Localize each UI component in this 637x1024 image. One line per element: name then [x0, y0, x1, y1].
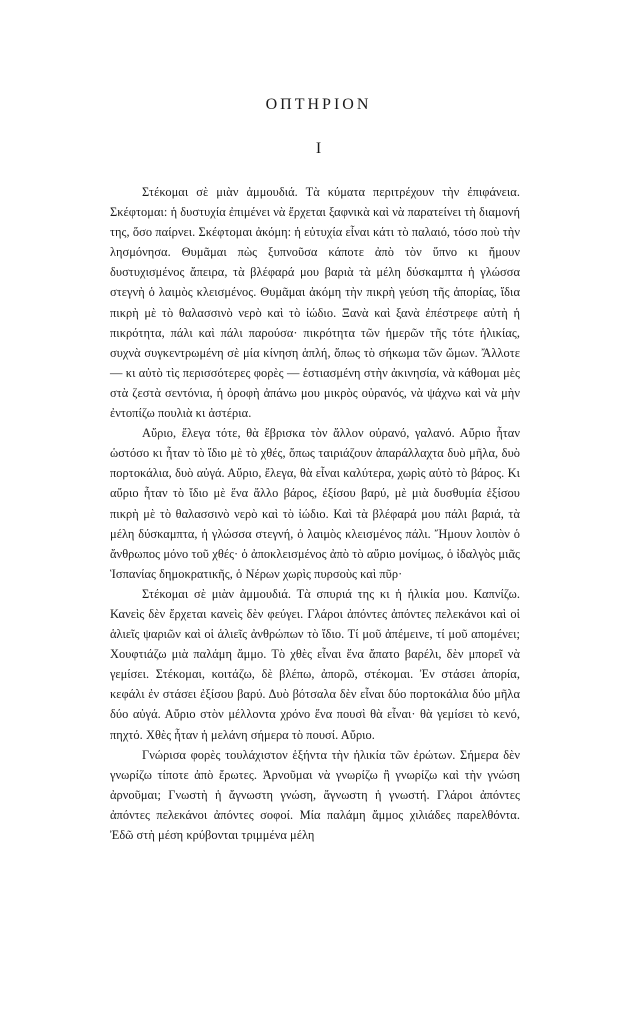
paragraph-3: Στέκομαι σὲ μιὰν ἀμμουδιά. Τὰ σπυριά της κι ἡ ἡλικία μου. Καπνίζω. Κανεὶς δὲν ἔρχεται κανεὶς δὲν φεύγει. Γλάροι ἀπόντες ἀπόντες πελεκάνοι καὶ οἱ ἁλιεῖς ψαριῶν καὶ οἱ ἁλιεῖς ἀνθρώπων τὸ ἴδιο. Τί μοῦ ἀπέμεινε, τί μοῦ απομένει; Χουφτιάζω μιὰ παλάμη ἄμμο. Τὸ χθὲς εἶναι ἕνα ἄπατο βαρέλι, δὲν μπορεῖ νὰ γεμίσει. Στέκομαι, κοιτάζω, δὲ βλέπω, ἀπορῶ, στέκομαι. Ἐν στάσει ἀπορία, κεφάλι ἐν στάσει ἐξίσου βαρύ. Δυὸ βότσαλα δὲν εἶναι δύο πορτοκάλια δύο μῆλα δύο αὐγά. Αὔριο στὸν μέλλοντα χρόνο ἕνα πουσὶ θὰ εἶναι· θὰ γεμίσει τὸ κενό, πηχτό. Χθὲς ἦταν ἡ μελάνη σήμερα τὸ πουσί. Αὔριο. [110, 586, 520, 742]
paragraph-4: Γνώρισα φορὲς τουλάχιστον ἑξήντα τὴν ἡλικία τῶν ἐρώτων. Σήμερα δὲν γνωρίζω τίποτε ἀπὸ ἔρωτες. Ἀρνοῦμαι νὰ γνωρίζω ἢ γνωρίζω καὶ τὴν γνώση ἀρνοῦμαι; Γνωστὴ ἡ ἄγνωστη γνώση, ἄγνωστη ἡ γνωστή. Γλάροι ἀπόντες ἀπόντες πελεκάνοι ἀπόντες σοφοί. Μία παλάμη ἄμμος χιλιάδες παρελθόντα. Ἐδῶ στὴ μέση κρύβονται τριμμένα μέλη [110, 747, 520, 842]
paragraph-1: Στέκομαι σὲ μιὰν ἀμμουδιά. Τὰ κύματα περιτρέχουν τὴν ἐπιφάνεια. Σκέφτομαι: ἡ δυστυχία ἐπιμένει νὰ ἔρχεται ξαφνικὰ καὶ νὰ παρατείνει τὴ διαμονή της, ὅσο παίρνει. Σκέφτομαι ἀκόμη: ἡ εὐτυχία εἶναι κάτι τὸ παλαιό, τόσο ποὺ τὴν λησμόνησα. Θυμᾶμαι πὼς ξυπνοῦσα κάποτε ἀπὸ τὸν ὕπνο κι ἤμουν δυστυχισμένος ἄπειρα, τὰ βλέφαρά μου βαριὰ τὰ μέλη δύσκαμπτα ἡ γλώσσα στεγνὴ ὁ λαιμὸς κλεισμένος. Θυμᾶμαι ἀκόμη τὴν πικρὴ γεύση τῆς ἀπορίας, ἴδια πικρὴ μὲ τὸ θαλασσινὸ νερὸ καὶ τὸ ἰώδιο. Ξανὰ καὶ ξανὰ ἐπέστρεφε αὐτὴ ἡ πικρότητα, πάλι καὶ πάλι παρούσα· πικρότητα τῶν ἡμερῶν τῆς τότε ἡλικίας, συχνὰ συγκεντρωμένη σὲ μία κίνηση ἁπλή, ὅπως τὸ σήκωμα τῶν ὤμων. Ἄλλοτε — κι αὐτὸ τὶς περισσότερες φορὲς — ἑστιασμένη στὴν ἀκινησία, νὰ κάθομαι μὲς στὰ ζεστὰ σεντόνια, ἡ ὀροφὴ ἀπάνω μου μικρὸς οὐρανός, νὰ ψάχνω καὶ νὰ μὴν ἐντοπίζω πουλιὰ κι ἀστέρια. [110, 185, 520, 421]
page-title: ΟΠΤΗΡΙΟΝ [265, 96, 372, 113]
paragraph-2: Αὔριο, ἔλεγα τότε, θὰ ἔβρισκα τὸν ἄλλον οὐρανό, γαλανό. Αὔριο ἦταν ὡστόσο κι ἦταν τὸ ἴδιο μὲ τὸ χθές, ὅπως ταιριάζουν ἀπαράλλαχτα δυὸ μῆλα, δυὸ πορτοκάλια, δυὸ αὐγά. Αὔριο, ἔλεγα, θὰ εἶναι καλύτερα, χωρὶς αὐτὸ τὸ βάρος. Κι αὔριο ἦταν τὸ ἴδιο μὲ ἕνα ἄλλο βάρος, ἐξίσου βαρύ, μὲ μιὰ δυσθυμία ἐξίσου πικρὴ μὲ τὸ θαλασσινὸ νερὸ καὶ τὸ ἰώδιο. Καὶ τὰ βλέφαρά μου πάλι βαριά, τὰ μέλη δύσκαμπτα, ἡ γλώσσα στεγνή, ὁ λαιμὸς κλεισμένος πάλι. Ἤμουν λοιπὸν ὁ ἄνθρωπος μόνο τοῦ χθές· ὁ ἀποκλεισμένος ἀπὸ τὸ αὔριο μονίμως, ὁ ἰδαλγὸς μιᾶς Ἱσπανίας δημοκρατικῆς, ὁ Νέρων χωρὶς πυρσοὺς καὶ πῦρ· [110, 426, 520, 581]
chapter-number: I [315, 140, 322, 157]
body-text [110, 182, 520, 845]
